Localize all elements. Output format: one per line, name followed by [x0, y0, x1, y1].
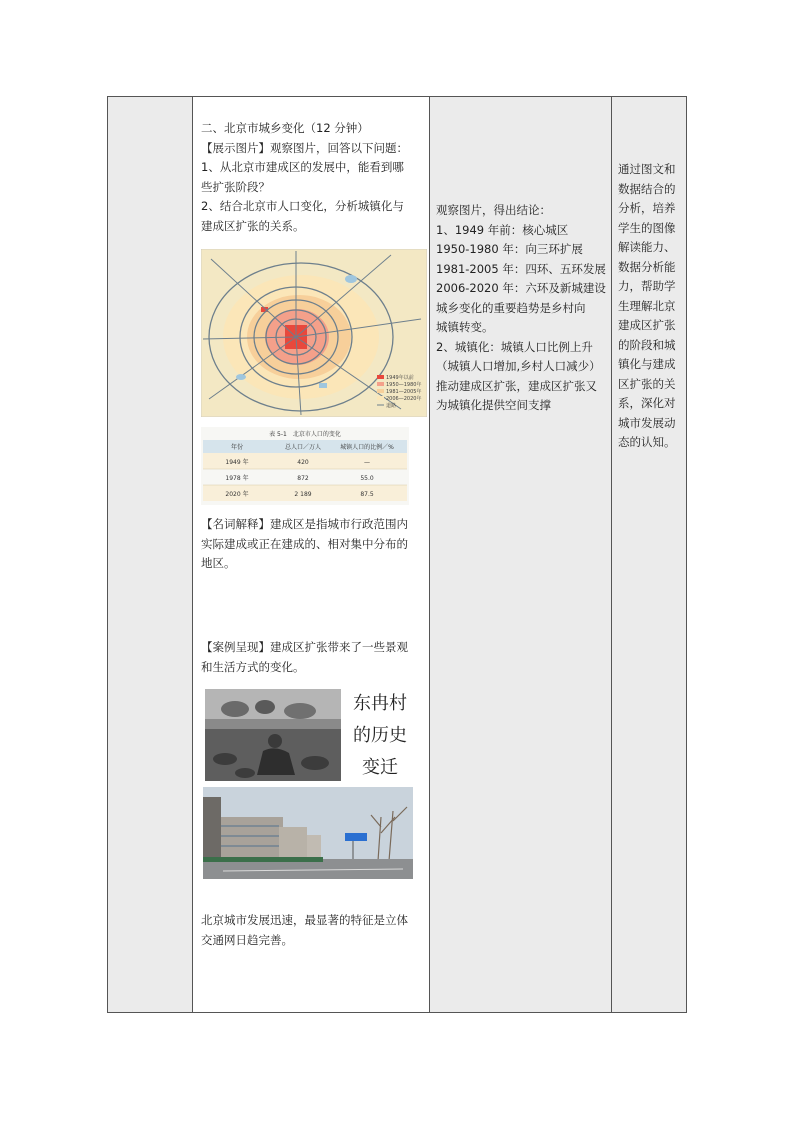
text-line: 观察图片，得出结论： — [436, 203, 551, 217]
text-line: 推动建成区扩张，建成区扩张又 — [436, 378, 597, 393]
intent-block — [618, 160, 676, 453]
text-line: 【展示图片】观察图片，回答以下问题： — [201, 140, 408, 155]
map-legend-1981: 1981—2005年 — [386, 389, 422, 395]
text-line: 系，深化对 — [618, 396, 676, 410]
text-line: 数据分析能 — [618, 259, 676, 274]
text-line: 态的认知。 — [618, 435, 676, 449]
text-line: 学生的图像 — [618, 220, 676, 235]
text-line: 城市发展动 — [618, 415, 676, 430]
col-student-activity — [430, 97, 612, 1012]
text-line: 1981-2005 年：四环、五环发展 — [436, 261, 606, 276]
section-title: 二、北京市城乡变化（12 分钟） — [201, 121, 369, 135]
text-line: 【案例呈现】建成区扩张带来了一些景观 — [201, 640, 408, 654]
section-heading-block — [201, 119, 408, 236]
caption-line: 变迁 — [362, 757, 398, 778]
map-legend-2006: 2006—2020年 — [386, 396, 422, 402]
text-line: 1、1949 年前：核心城区 — [436, 222, 569, 237]
text-line: 和生活方式的变化。 — [201, 659, 305, 674]
text-line: 建成区扩张的关系。 — [201, 218, 305, 233]
col-stage — [108, 97, 193, 1012]
text-line: 交通网日趋完善。 — [201, 932, 293, 947]
text-line: 通过图文和 — [618, 162, 676, 176]
lesson-table — [107, 96, 687, 1013]
table-cell: 2020 年 — [225, 491, 249, 498]
caption-line: 东冉村 — [353, 693, 407, 714]
text-line: 【名词解释】建成区是指城市行政范围内 — [201, 517, 408, 531]
village-modern-photo — [203, 787, 413, 879]
traffic-block — [201, 911, 408, 950]
beijing-map — [201, 249, 427, 417]
table-cell: 1949 年 — [225, 459, 249, 466]
table-cell: 872 — [297, 475, 309, 482]
text-line: 力，帮助学 — [618, 279, 676, 293]
text-line: 城乡变化的重要趋势是乡村向 — [436, 300, 586, 315]
activity-block — [436, 201, 606, 416]
table-header: 城镇人口的比例／% — [340, 444, 394, 451]
map-legend-1949: 1949年以前 — [386, 375, 414, 381]
text-line: 2、结合北京市人口变化，分析城镇化与 — [201, 199, 404, 213]
map-legend-road: 道路 — [386, 403, 397, 409]
table-cell: 1978 年 — [225, 475, 249, 482]
text-line: 分析，培养 — [618, 201, 676, 215]
text-line: 区扩张的关 — [618, 376, 676, 391]
caption-line: 的历史 — [353, 725, 407, 746]
table-header: 总人口／万人 — [284, 444, 322, 451]
text-line: 的阶段和城 — [618, 337, 676, 352]
text-line: 镇化与建成 — [618, 357, 676, 371]
text-line: 1950-1980 年：向三环扩展 — [436, 242, 583, 256]
text-line: 地区。 — [201, 556, 236, 570]
village-old-photo — [205, 689, 341, 781]
text-line: （城镇人口增加,乡村人口减少） — [436, 359, 601, 373]
text-line: 数据结合的 — [618, 181, 676, 196]
table-cell: 87.5 — [360, 491, 374, 498]
text-line: 为城镇化提供空间支撑 — [436, 398, 551, 412]
text-line: 实际建成或正在建成的、相对集中分布的 — [201, 536, 408, 551]
col-content — [193, 97, 430, 1012]
col-design-intent — [612, 97, 686, 1012]
map-legend-1950: 1950—1980年 — [386, 382, 422, 388]
table-cell: — — [364, 459, 370, 466]
text-line: 城镇转变。 — [436, 320, 494, 334]
text-line: 解读能力、 — [618, 240, 676, 254]
text-line: 1、从北京市建成区的发展中，能看到哪 — [201, 160, 404, 174]
text-line: 2006-2020 年：六环及新城建设 — [436, 281, 606, 295]
text-line: 生理解北京 — [618, 298, 676, 313]
text-line: 建成区扩张 — [618, 318, 676, 332]
case-block — [201, 638, 408, 677]
text-line: 些扩张阶段？ — [201, 179, 270, 194]
village-caption — [345, 688, 415, 784]
population-table — [201, 427, 409, 505]
table-cell: 55.0 — [360, 475, 374, 482]
text-line: 2、城镇化：城镇人口比例上升 — [436, 339, 593, 354]
table-caption: 表 5-1 北京市人口的变化 — [269, 431, 341, 438]
table-header: 年份 — [230, 444, 244, 451]
term-block — [201, 515, 408, 574]
table-cell: 2 189 — [294, 491, 312, 498]
table-cell: 420 — [297, 459, 309, 466]
text-line: 北京城市发展迅速，最显著的特征是立体 — [201, 913, 408, 927]
